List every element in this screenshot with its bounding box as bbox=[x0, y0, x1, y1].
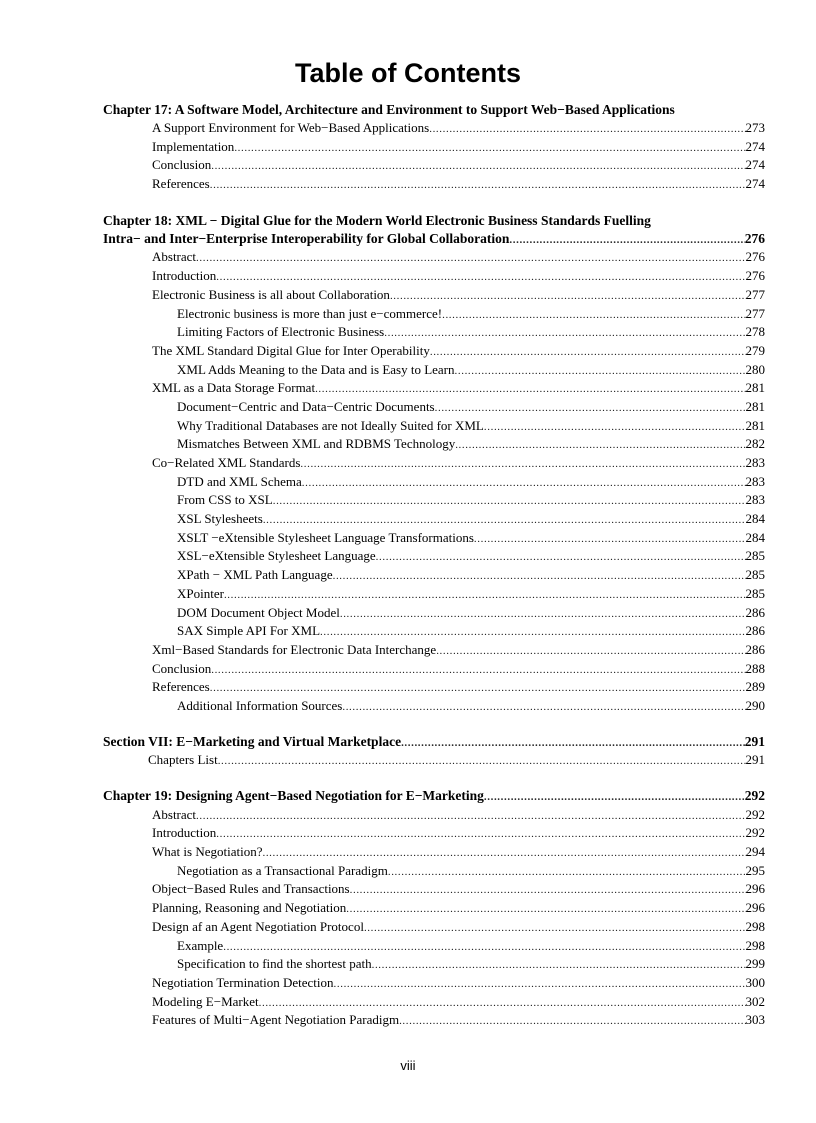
toc-entry-title: XML Adds Meaning to the Data and is Easy to Learn bbox=[177, 361, 455, 377]
chapter-17-section bbox=[0, 100, 816, 194]
toc-entry[interactable] bbox=[152, 678, 765, 697]
toc-entry-title: References bbox=[152, 176, 210, 192]
toc-entry-page: 282 bbox=[745, 436, 765, 452]
toc-entry-page: 277 bbox=[745, 286, 765, 302]
leader-dots bbox=[474, 530, 746, 548]
leader-dots bbox=[484, 788, 745, 806]
toc-entry-title: References bbox=[152, 679, 210, 695]
chapter-17-heading[interactable]: Chapter 17: A Software Model, Architecture and Environment to Support Web−Based Applications bbox=[103, 102, 675, 117]
toc-entry[interactable] bbox=[152, 342, 765, 361]
leader-dots bbox=[216, 268, 745, 286]
toc-subentry[interactable] bbox=[177, 510, 765, 529]
leader-dots bbox=[372, 956, 746, 974]
chapter-18-heading-line1[interactable]: Chapter 18: XML − Digital Glue for the Modern World Electronic Business Standards Fuelling bbox=[103, 212, 651, 228]
toc-entry-title: Why Traditional Databases are not Ideally Suited for XML bbox=[177, 417, 484, 433]
toc-subentry[interactable] bbox=[177, 697, 765, 716]
toc-entry-title: Additional Information Sources bbox=[177, 697, 343, 713]
toc-subentry[interactable] bbox=[177, 585, 765, 604]
toc-entry-page: 295 bbox=[745, 862, 765, 878]
toc-entry-title: Conclusion bbox=[152, 157, 212, 173]
toc-entry-page: 283 bbox=[745, 492, 765, 508]
leader-dots bbox=[196, 249, 745, 267]
leader-dots bbox=[211, 157, 745, 175]
toc-subentry[interactable] bbox=[177, 622, 765, 641]
toc-entry[interactable] bbox=[152, 880, 765, 899]
toc-entry-page: 284 bbox=[745, 511, 765, 527]
toc-entry-page: 290 bbox=[745, 697, 765, 713]
leader-dots bbox=[376, 548, 746, 566]
toc-entry[interactable] bbox=[152, 267, 765, 286]
toc-entry-title: Co−Related XML Standards bbox=[152, 455, 301, 470]
leader-dots bbox=[300, 455, 745, 473]
toc-entry-page: 292 bbox=[745, 806, 765, 822]
toc-entry[interactable] bbox=[152, 175, 765, 194]
leader-dots bbox=[333, 567, 746, 585]
leader-dots bbox=[340, 605, 746, 623]
toc-entry-title: Introduction bbox=[152, 268, 217, 284]
toc-entry-page: 296 bbox=[745, 881, 765, 897]
toc-subentry[interactable] bbox=[177, 398, 765, 417]
toc-entry[interactable] bbox=[152, 918, 765, 937]
chapter-18-heading-page: 276 bbox=[744, 230, 765, 246]
toc-entry-page: 292 bbox=[745, 825, 765, 841]
toc-entry-page: 298 bbox=[745, 937, 765, 953]
leader-dots bbox=[216, 825, 745, 843]
leader-dots bbox=[211, 661, 745, 679]
toc-entry[interactable] bbox=[152, 843, 765, 862]
toc-entry-title: Conclusion bbox=[152, 660, 212, 676]
leader-dots bbox=[384, 324, 745, 342]
toc-entry-title: Xml−Based Standards for Electronic Data Interchange bbox=[152, 641, 437, 657]
toc-entry-page: 286 bbox=[745, 641, 765, 657]
toc-subentry[interactable] bbox=[177, 491, 765, 510]
toc-entry[interactable] bbox=[152, 1011, 765, 1030]
toc-subentry[interactable] bbox=[177, 435, 765, 454]
section-7-heading-text: Section VII: E−Marketing and Virtual Marketplace bbox=[103, 733, 402, 749]
table-of-contents bbox=[0, 100, 816, 1047]
toc-entry-title: Object−Based Rules and Transactions bbox=[152, 881, 350, 897]
toc-entry-page: 285 bbox=[745, 548, 765, 564]
section-7 bbox=[0, 733, 816, 770]
toc-entry-page: 285 bbox=[745, 585, 765, 601]
toc-subentry[interactable] bbox=[177, 862, 765, 881]
leader-dots bbox=[320, 623, 745, 641]
toc-entry[interactable] bbox=[152, 119, 765, 138]
chapter-19-section bbox=[0, 787, 816, 1030]
toc-entry-title: Modeling E−Market bbox=[152, 993, 259, 1009]
leader-dots bbox=[364, 919, 746, 937]
leader-dots bbox=[429, 120, 745, 138]
toc-entry-title: Abstract bbox=[152, 806, 197, 822]
leader-dots bbox=[262, 844, 745, 862]
toc-entry-title: Negotiation Termination Detection bbox=[152, 974, 334, 990]
toc-subentry[interactable] bbox=[177, 323, 765, 342]
toc-entry-page: 303 bbox=[745, 1012, 765, 1028]
page-title: Table of Contents bbox=[295, 58, 521, 88]
chapter-19-heading-text: Chapter 19: Designing Agent−Based Negotiation for E−Marketing bbox=[103, 788, 484, 803]
toc-entry-title: Planning, Reasoning and Negotiation bbox=[152, 900, 347, 916]
toc-entry[interactable] bbox=[152, 641, 765, 660]
toc-entry[interactable] bbox=[152, 899, 765, 918]
toc-entry-page: 284 bbox=[745, 529, 765, 545]
toc-subentry[interactable] bbox=[177, 547, 765, 566]
toc-entry-page: 285 bbox=[745, 567, 765, 583]
section-7-heading-page: 291 bbox=[744, 733, 765, 749]
toc-entry-title: SAX Simple API For XML bbox=[177, 623, 321, 639]
leader-dots bbox=[263, 511, 746, 529]
toc-entry-page: 277 bbox=[745, 305, 765, 321]
leader-dots bbox=[435, 399, 746, 417]
leader-dots bbox=[334, 975, 746, 993]
toc-entry[interactable] bbox=[152, 248, 765, 267]
toc-entry-title: Document−Centric and Data−Centric Documents bbox=[177, 398, 435, 414]
toc-subentry[interactable] bbox=[177, 566, 765, 585]
leader-dots bbox=[210, 176, 746, 194]
toc-entry-title: A Support Environment for Web−Based Applications bbox=[152, 120, 430, 135]
toc-entry-title: XPointer bbox=[177, 585, 224, 601]
toc-entry-title: XSL Stylesheets bbox=[177, 511, 263, 527]
leader-dots bbox=[442, 306, 745, 324]
toc-entry[interactable] bbox=[152, 806, 765, 825]
toc-entry-page: 286 bbox=[745, 623, 765, 639]
toc-entry-title: Design af an Agent Negotiation Protocol bbox=[152, 918, 364, 934]
toc-entry-page: 283 bbox=[745, 473, 765, 489]
toc-entry-title: Example bbox=[177, 937, 224, 953]
chapter-18-heading-text: Intra− and Inter−Enterprise Interoperability for Global Collaboration bbox=[103, 230, 510, 246]
toc-entry-title: DTD and XML Schema bbox=[177, 473, 302, 489]
toc-entry-title: Abstract bbox=[152, 249, 197, 265]
toc-entry-title: Electronic business is more than just e−commerce! bbox=[177, 305, 443, 321]
leader-dots bbox=[350, 881, 746, 899]
toc-entry-page: 274 bbox=[745, 176, 765, 192]
toc-entry-title: XML as a Data Storage Format bbox=[152, 380, 316, 396]
toc-entry[interactable] bbox=[152, 454, 765, 473]
toc-entry[interactable] bbox=[152, 138, 765, 157]
toc-entry-page: 279 bbox=[745, 342, 765, 358]
toc-entry-title: Features of Multi−Agent Negotiation Paradigm bbox=[152, 1012, 400, 1028]
leader-dots bbox=[455, 362, 746, 380]
leader-dots bbox=[315, 380, 745, 398]
leader-dots bbox=[196, 807, 745, 825]
leader-dots bbox=[223, 938, 745, 956]
toc-entry-page: 294 bbox=[745, 844, 765, 860]
toc-entry-page: 280 bbox=[745, 361, 765, 377]
leader-dots bbox=[509, 231, 744, 249]
chapter-18-heading-line2[interactable] bbox=[103, 230, 765, 249]
leader-dots bbox=[342, 698, 745, 716]
toc-entry-page: 274 bbox=[745, 157, 765, 173]
leader-dots bbox=[218, 752, 746, 770]
toc-entry-title: XSLT −eXtensible Stylesheet Language Transformations bbox=[177, 529, 474, 545]
toc-subentry[interactable] bbox=[177, 417, 765, 436]
toc-entry-title: What is Negotiation? bbox=[152, 844, 263, 860]
leader-dots bbox=[390, 287, 746, 305]
toc-entry-title: Implementation bbox=[152, 138, 235, 154]
toc-entry-page: 281 bbox=[745, 398, 765, 414]
chapter-18-section bbox=[0, 211, 816, 716]
toc-subentry[interactable] bbox=[177, 529, 765, 548]
toc-entry[interactable] bbox=[152, 824, 765, 843]
leader-dots bbox=[224, 586, 746, 604]
leader-dots bbox=[346, 900, 745, 918]
toc-entry-page: 286 bbox=[745, 604, 765, 620]
toc-subentry[interactable] bbox=[177, 305, 765, 324]
toc-entry-title: The XML Standard Digital Glue for Inter Operability bbox=[152, 342, 430, 358]
toc-entry-page: 291 bbox=[745, 752, 765, 768]
toc-entry-title: Chapters List bbox=[148, 752, 218, 768]
leader-dots bbox=[259, 994, 746, 1012]
toc-subentry[interactable] bbox=[177, 361, 765, 380]
leader-dots bbox=[302, 474, 746, 492]
toc-entry-title: Limiting Factors of Electronic Business bbox=[177, 324, 385, 340]
toc-entry-page: 299 bbox=[745, 956, 765, 972]
toc-entry-page: 289 bbox=[745, 679, 765, 695]
toc-subentry[interactable] bbox=[177, 473, 765, 492]
toc-entry-page: 281 bbox=[745, 417, 765, 433]
toc-entry-page: 298 bbox=[745, 918, 765, 934]
page-number: viii bbox=[400, 1058, 416, 1073]
toc-entry[interactable] bbox=[152, 660, 765, 679]
toc-entry-page: 281 bbox=[745, 380, 765, 396]
leader-dots bbox=[210, 679, 746, 697]
toc-entry[interactable] bbox=[152, 974, 765, 993]
toc-entry[interactable] bbox=[152, 993, 765, 1012]
toc-entry-title: Negotiation as a Transactional Paradigm bbox=[177, 862, 388, 878]
toc-entry-title: Introduction bbox=[152, 825, 217, 841]
toc-entry-page: 283 bbox=[745, 455, 765, 470]
toc-entry-title: XPath − XML Path Language bbox=[177, 567, 333, 583]
leader-dots bbox=[484, 418, 746, 436]
chapter-19-heading-page: 292 bbox=[744, 788, 765, 803]
toc-entry[interactable] bbox=[152, 379, 765, 398]
toc-entry-page: 274 bbox=[745, 138, 765, 154]
leader-dots bbox=[399, 1012, 745, 1030]
section-7-heading[interactable] bbox=[103, 733, 765, 752]
toc-entry-page: 276 bbox=[745, 249, 765, 265]
chapter-19-heading[interactable] bbox=[103, 787, 765, 806]
leader-dots bbox=[401, 734, 745, 752]
toc-entry-page: 296 bbox=[745, 900, 765, 916]
toc-entry[interactable] bbox=[152, 156, 765, 175]
leader-dots bbox=[455, 436, 745, 454]
leader-dots bbox=[430, 343, 746, 361]
toc-entry-page: 300 bbox=[745, 974, 765, 990]
toc-entry-title: DOM Document Object Model bbox=[177, 604, 340, 620]
toc-entry-page: 273 bbox=[745, 120, 765, 135]
toc-entry-title: From CSS to XSL bbox=[177, 492, 273, 508]
toc-entry[interactable] bbox=[152, 286, 765, 305]
toc-entry-page: 278 bbox=[745, 324, 765, 340]
toc-subentry[interactable] bbox=[177, 604, 765, 623]
toc-entry-title: Mismatches Between XML and RDBMS Technology bbox=[177, 436, 456, 452]
leader-dots bbox=[388, 863, 746, 881]
leader-dots bbox=[436, 642, 745, 660]
toc-entry-title: XSL−eXtensible Stylesheet Language bbox=[177, 548, 376, 564]
leader-dots bbox=[234, 139, 745, 157]
toc-subentry[interactable] bbox=[177, 955, 765, 974]
toc-entry-page: 302 bbox=[745, 993, 765, 1009]
toc-entry-page: 288 bbox=[745, 660, 765, 676]
toc-entry-title: Electronic Business is all about Collaboration bbox=[152, 286, 390, 302]
toc-entry-page: 276 bbox=[745, 268, 765, 284]
leader-dots bbox=[273, 492, 746, 510]
toc-entry-title: Specification to find the shortest path bbox=[177, 956, 372, 972]
toc-entry[interactable] bbox=[148, 751, 765, 770]
toc-subentry[interactable] bbox=[177, 937, 765, 956]
